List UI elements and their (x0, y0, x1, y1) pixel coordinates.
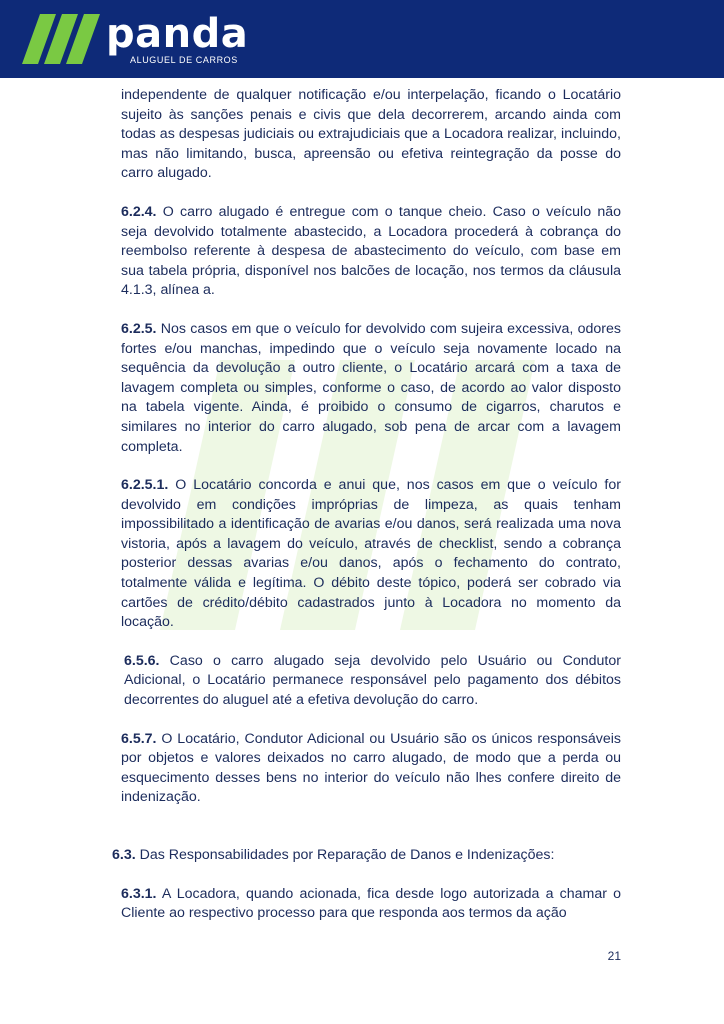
section-heading-6-3 (112, 846, 621, 866)
intro-paragraph: independente de qualquer notificação e/ou interpelação, ficando o Locatário sujeito às sanções penais e civis que dela decorrerem, arcando ainda com todas as despesas judiciais ou extrajudiciais que a Locadora realizar, incluindo, mas não limitando, busca, apreensão ou efetiva reintegração da posse do carro alugado. (121, 87, 621, 182)
clause-number: 6.3.1. (121, 885, 157, 902)
clause-6-5-7 (121, 730, 621, 808)
clause-6-3-1 (121, 885, 621, 924)
clause-6-2-4 (121, 203, 621, 301)
clause-number: 6.5.7. (121, 730, 157, 747)
clause-text: O carro alugado é entregue com o tanque cheio. Caso o veículo não seja devolvido totalmente abastecido, a Locadora procederá à cobrança do reembolso referente à despesa de abastecimento do veículo, com base em sua tabela própria, disponível nos balcões de locação, nos termos da cláusula 4.1.3, alínea a. (121, 203, 621, 299)
brand-name: panda (106, 11, 249, 57)
clause-6-5-6 (121, 652, 621, 711)
clause-number: 6.2.5.1. (121, 477, 169, 494)
section-title: Das Responsabilidades por Reparação de Danos e Indenizações: (135, 847, 555, 863)
page-number: 21 (607, 949, 621, 963)
clause-number: 6.2.4. (121, 203, 157, 220)
three-green-stripes-icon (22, 14, 102, 64)
section-number: 6.3. (112, 847, 136, 863)
page-header (0, 0, 724, 78)
clause-text: Nos casos em que o veículo for devolvido com sujeira excessiva, odores fortes e/ou manchas, impedindo que o veículo seja novamente locado na sequência da devolução a outro cliente, o Locatário arcará com a taxa de lavagem completa ou simples, conforme o caso, de acordo ao valor disposto na tabela vigente. Ainda, é proibido o consumo de cigarros, charutos e similares no interior do carro alugado, sob pena de arcar com a lavagem completa. (121, 320, 621, 455)
clause-number: 6.2.5. (121, 320, 157, 337)
clause-6-2-5 (121, 320, 621, 457)
clause-text: O Locatário concorda e anui que, nos casos em que o veículo for devolvido em condições impróprias de limpeza, as quais tenham impossibilitado a identificação de avarias e/ou danos, será realizada uma nova vistoria, após a lavagem do veículo, através de checklist, sendo a cobrança posterior dessas avarias e/ou danos, após o fechamento do contrato, totalmente válida e legítima. O débito deste tópico, poderá ser cobrado via cartões de crédito/débito cadastrados junto à Locadora no momento da locação. (121, 477, 621, 631)
document-body (112, 86, 621, 943)
brand-tagline: ALUGUEL DE CARROS (130, 55, 238, 65)
clause-number: 6.5.6. (124, 652, 160, 669)
clause-6-2-5-1 (121, 476, 621, 633)
clause-text: O Locatário, Condutor Adicional ou Usuário são os únicos responsáveis por objetos e valores deixados no carro alugado, de modo que a perda ou esquecimento desses bens no interior do veículo não lhes confere direito de indenização. (121, 730, 621, 806)
clause-text: Caso o carro alugado seja devolvido pelo Usuário ou Condutor Adicional, o Locatário permanece responsável pelo pagamento dos débitos decorrentes do aluguel até a efetiva devolução do carro. (124, 652, 621, 709)
clause-text: A Locadora, quando acionada, fica desde logo autorizada a chamar o Cliente ao respectivo processo para que responda aos termos da ação (121, 885, 621, 922)
